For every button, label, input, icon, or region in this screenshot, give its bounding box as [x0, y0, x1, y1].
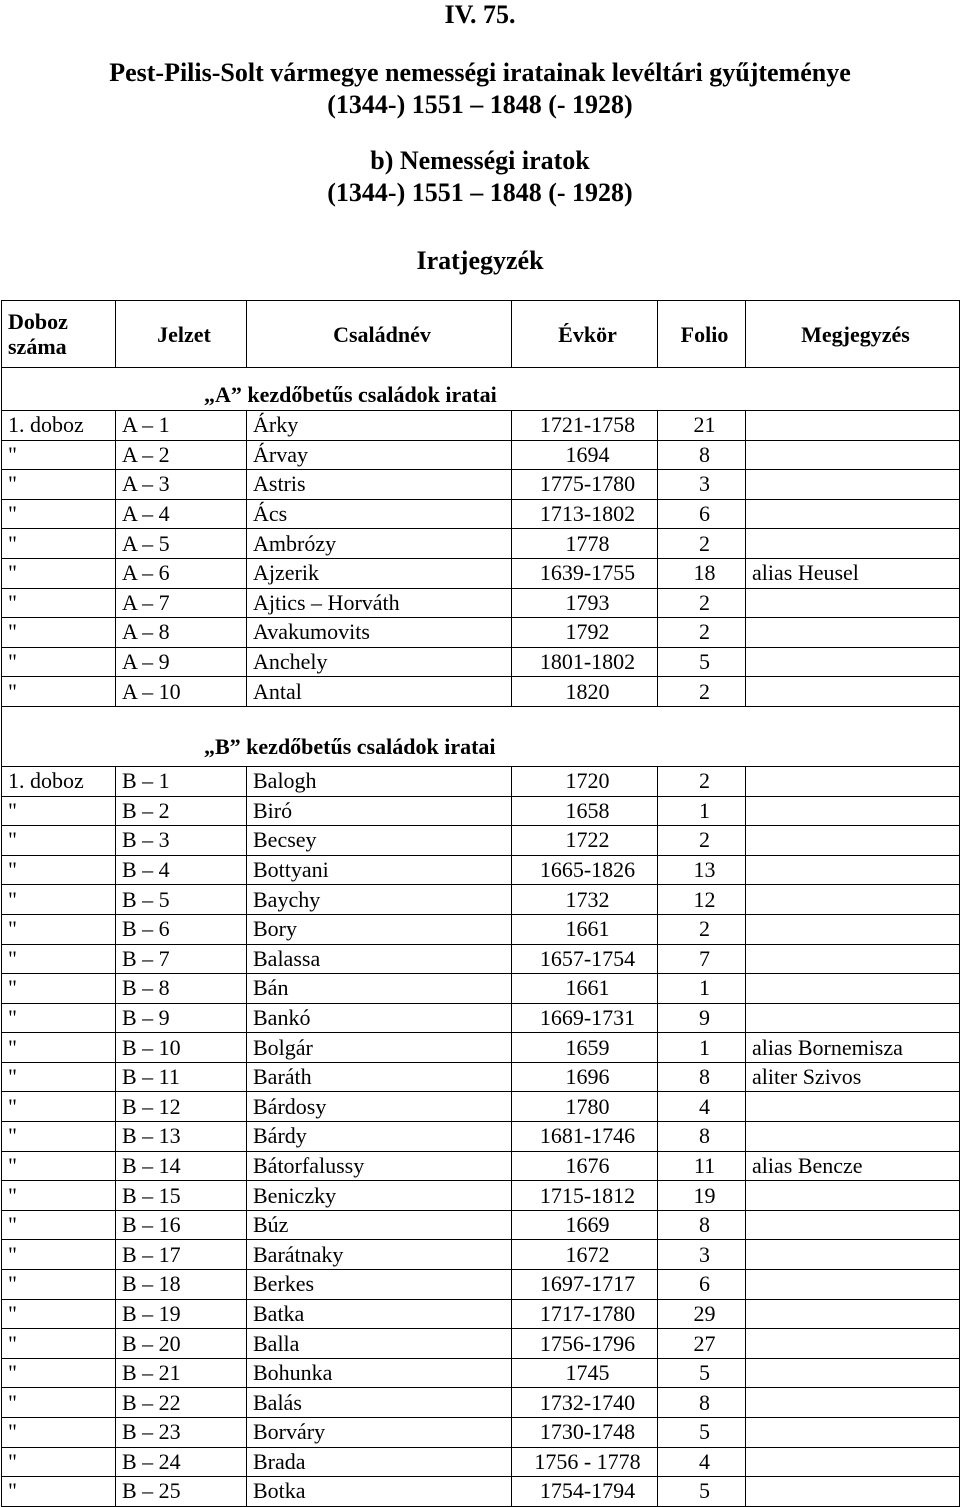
- cell-csaladnev: Bárdy: [247, 1122, 512, 1152]
- column-header-csaladnev: Családnév: [247, 301, 512, 368]
- table-row: [2, 796, 960, 826]
- cell-doboz: ": [2, 529, 116, 559]
- cell-doboz: ": [2, 618, 116, 648]
- cell-megjegyzes: [746, 885, 960, 915]
- cell-folio: 5: [658, 1358, 746, 1388]
- cell-evkor: 1792: [512, 618, 658, 648]
- table-row: [2, 1477, 960, 1507]
- cell-folio: 29: [658, 1299, 746, 1329]
- cell-evkor: 1820: [512, 677, 658, 707]
- cell-evkor: 1669-1731: [512, 1003, 658, 1033]
- cell-evkor: 1801-1802: [512, 647, 658, 677]
- cell-megjegyzes: [746, 1418, 960, 1448]
- cell-megjegyzes: [746, 618, 960, 648]
- cell-doboz: ": [2, 1447, 116, 1477]
- table-row: [2, 1240, 960, 1270]
- cell-csaladnev: Ajzerik: [247, 558, 512, 588]
- cell-megjegyzes: [746, 1388, 960, 1418]
- cell-jelzet: A – 5: [116, 529, 247, 559]
- cell-megjegyzes: [746, 1447, 960, 1477]
- cell-megjegyzes: [746, 914, 960, 944]
- cell-megjegyzes: alias Bornemisza: [746, 1033, 960, 1063]
- cell-folio: 4: [658, 1092, 746, 1122]
- cell-csaladnev: Brada: [247, 1447, 512, 1477]
- cell-folio: 21: [658, 411, 746, 441]
- cell-csaladnev: Baychy: [247, 885, 512, 915]
- document-title: Pest-Pilis-Solt vármegye nemességi iratainak levéltári gyűjteménye: [109, 58, 851, 87]
- cell-evkor: 1756-1796: [512, 1329, 658, 1359]
- table-row: [2, 411, 960, 441]
- cell-folio: 2: [658, 618, 746, 648]
- cell-folio: 8: [658, 1388, 746, 1418]
- cell-jelzet: B – 6: [116, 914, 247, 944]
- cell-doboz: ": [2, 914, 116, 944]
- cell-doboz: ": [2, 1329, 116, 1359]
- section-heading-row: [2, 706, 960, 766]
- cell-evkor: 1793: [512, 588, 658, 618]
- cell-folio: 9: [658, 1003, 746, 1033]
- cell-megjegyzes: [746, 1181, 960, 1211]
- cell-jelzet: B – 25: [116, 1477, 247, 1507]
- cell-jelzet: B – 20: [116, 1329, 247, 1359]
- subtitle-date-range: (1344-) 1551 – 1848 (- 1928): [327, 178, 633, 207]
- cell-folio: 1: [658, 796, 746, 826]
- cell-csaladnev: Antal: [247, 677, 512, 707]
- cell-jelzet: A – 9: [116, 647, 247, 677]
- cell-folio: 8: [658, 440, 746, 470]
- cell-megjegyzes: [746, 588, 960, 618]
- cell-megjegyzes: [746, 677, 960, 707]
- cell-evkor: 1745: [512, 1358, 658, 1388]
- cell-csaladnev: Balassa: [247, 944, 512, 974]
- cell-evkor: 1730-1748: [512, 1418, 658, 1448]
- cell-doboz: ": [2, 1477, 116, 1507]
- cell-folio: 2: [658, 588, 746, 618]
- cell-evkor: 1657-1754: [512, 944, 658, 974]
- cell-doboz: ": [2, 796, 116, 826]
- cell-evkor: 1717-1780: [512, 1299, 658, 1329]
- cell-evkor: 1721-1758: [512, 411, 658, 441]
- table-row: [2, 677, 960, 707]
- cell-doboz: ": [2, 499, 116, 529]
- table-row: [2, 914, 960, 944]
- table-row: [2, 1358, 960, 1388]
- cell-csaladnev: Bolgár: [247, 1033, 512, 1063]
- cell-doboz: ": [2, 1033, 116, 1063]
- cell-folio: 2: [658, 529, 746, 559]
- cell-evkor: 1722: [512, 826, 658, 856]
- table-row: [2, 1003, 960, 1033]
- cell-jelzet: B – 1: [116, 766, 247, 796]
- cell-csaladnev: Árvay: [247, 440, 512, 470]
- cell-evkor: 1775-1780: [512, 470, 658, 500]
- column-header-doboz: [2, 301, 116, 368]
- cell-folio: 1: [658, 974, 746, 1004]
- table-row: [2, 1447, 960, 1477]
- table-row: [2, 855, 960, 885]
- cell-csaladnev: Bán: [247, 974, 512, 1004]
- cell-jelzet: A – 4: [116, 499, 247, 529]
- cell-megjegyzes: [746, 1092, 960, 1122]
- table-row: [2, 1092, 960, 1122]
- cell-jelzet: B – 4: [116, 855, 247, 885]
- cell-csaladnev: Balogh: [247, 766, 512, 796]
- cell-doboz: ": [2, 1210, 116, 1240]
- cell-megjegyzes: [746, 1329, 960, 1359]
- cell-megjegyzes: [746, 855, 960, 885]
- cell-csaladnev: Ajtics – Horváth: [247, 588, 512, 618]
- cell-csaladnev: Balla: [247, 1329, 512, 1359]
- cell-evkor: 1639-1755: [512, 558, 658, 588]
- cell-csaladnev: Bohunka: [247, 1358, 512, 1388]
- table-row: [2, 944, 960, 974]
- cell-doboz: ": [2, 855, 116, 885]
- cell-evkor: 1754-1794: [512, 1477, 658, 1507]
- cell-csaladnev: Bankó: [247, 1003, 512, 1033]
- cell-jelzet: B – 11: [116, 1062, 247, 1092]
- table-row: [2, 1270, 960, 1300]
- cell-csaladnev: Biró: [247, 796, 512, 826]
- table-row: [2, 618, 960, 648]
- cell-jelzet: B – 15: [116, 1181, 247, 1211]
- cell-doboz: ": [2, 677, 116, 707]
- cell-megjegyzes: aliter Szivos: [746, 1062, 960, 1092]
- cell-evkor: 1756 - 1778: [512, 1447, 658, 1477]
- table-row: [2, 558, 960, 588]
- cell-jelzet: B – 19: [116, 1299, 247, 1329]
- cell-evkor: 1720: [512, 766, 658, 796]
- cell-jelzet: A – 10: [116, 677, 247, 707]
- cell-folio: 3: [658, 470, 746, 500]
- cell-jelzet: B – 21: [116, 1358, 247, 1388]
- table-row: [2, 529, 960, 559]
- cell-jelzet: B – 10: [116, 1033, 247, 1063]
- document-code: IV. 75.: [444, 0, 516, 29]
- cell-jelzet: B – 12: [116, 1092, 247, 1122]
- table-row: [2, 499, 960, 529]
- cell-doboz: ": [2, 1003, 116, 1033]
- table-row: [2, 1418, 960, 1448]
- cell-doboz: ": [2, 588, 116, 618]
- cell-doboz: ": [2, 885, 116, 915]
- cell-jelzet: A – 7: [116, 588, 247, 618]
- cell-jelzet: A – 6: [116, 558, 247, 588]
- cell-evkor: 1713-1802: [512, 499, 658, 529]
- cell-megjegyzes: [746, 411, 960, 441]
- cell-csaladnev: Bárdosy: [247, 1092, 512, 1122]
- cell-doboz: ": [2, 470, 116, 500]
- table-row: [2, 1388, 960, 1418]
- register-table: [1, 300, 960, 1507]
- cell-megjegyzes: [746, 1240, 960, 1270]
- cell-folio: 27: [658, 1329, 746, 1359]
- cell-jelzet: A – 3: [116, 470, 247, 500]
- cell-csaladnev: Bory: [247, 914, 512, 944]
- cell-evkor: 1696: [512, 1062, 658, 1092]
- cell-csaladnev: Botka: [247, 1477, 512, 1507]
- cell-evkor: 1694: [512, 440, 658, 470]
- table-row: [2, 1122, 960, 1152]
- cell-jelzet: B – 9: [116, 1003, 247, 1033]
- column-header-doboz-line1: Doboz: [8, 309, 68, 334]
- cell-csaladnev: Ambrózy: [247, 529, 512, 559]
- cell-folio: 7: [658, 944, 746, 974]
- cell-doboz: ": [2, 1122, 116, 1152]
- cell-doboz: ": [2, 1299, 116, 1329]
- cell-csaladnev: Árky: [247, 411, 512, 441]
- cell-evkor: 1715-1812: [512, 1181, 658, 1211]
- cell-evkor: 1697-1717: [512, 1270, 658, 1300]
- cell-jelzet: B – 16: [116, 1210, 247, 1240]
- table-row: [2, 1062, 960, 1092]
- cell-folio: 19: [658, 1181, 746, 1211]
- cell-doboz: ": [2, 1062, 116, 1092]
- cell-folio: 6: [658, 1270, 746, 1300]
- table-row: [2, 1329, 960, 1359]
- cell-megjegyzes: [746, 944, 960, 974]
- cell-jelzet: B – 3: [116, 826, 247, 856]
- cell-jelzet: A – 1: [116, 411, 247, 441]
- table-row: [2, 647, 960, 677]
- table-row: [2, 885, 960, 915]
- cell-megjegyzes: [746, 647, 960, 677]
- cell-doboz: ": [2, 1240, 116, 1270]
- cell-evkor: 1780: [512, 1092, 658, 1122]
- section-heading-row: [2, 368, 960, 411]
- table-row: [2, 1033, 960, 1063]
- cell-csaladnev: Ács: [247, 499, 512, 529]
- cell-doboz: ": [2, 440, 116, 470]
- cell-megjegyzes: [746, 499, 960, 529]
- cell-csaladnev: Bátorfalussy: [247, 1151, 512, 1181]
- cell-folio: 8: [658, 1210, 746, 1240]
- cell-jelzet: B – 22: [116, 1388, 247, 1418]
- cell-folio: 8: [658, 1122, 746, 1152]
- cell-folio: 5: [658, 1418, 746, 1448]
- cell-csaladnev: Anchely: [247, 647, 512, 677]
- cell-csaladnev: Balás: [247, 1388, 512, 1418]
- cell-evkor: 1732-1740: [512, 1388, 658, 1418]
- cell-jelzet: B – 2: [116, 796, 247, 826]
- table-row: [2, 974, 960, 1004]
- cell-megjegyzes: [746, 1003, 960, 1033]
- cell-jelzet: A – 2: [116, 440, 247, 470]
- cell-megjegyzes: [746, 440, 960, 470]
- cell-csaladnev: Bottyani: [247, 855, 512, 885]
- cell-megjegyzes: [746, 826, 960, 856]
- cell-doboz: ": [2, 826, 116, 856]
- cell-folio: 3: [658, 1240, 746, 1270]
- cell-csaladnev: Astris: [247, 470, 512, 500]
- section-heading: „A” kezdőbetűs családok iratai: [2, 368, 960, 411]
- cell-megjegyzes: alias Bencze: [746, 1151, 960, 1181]
- cell-folio: 4: [658, 1447, 746, 1477]
- cell-megjegyzes: [746, 766, 960, 796]
- subtitle: b) Nemességi iratok: [370, 146, 590, 175]
- cell-megjegyzes: [746, 974, 960, 1004]
- cell-folio: 2: [658, 826, 746, 856]
- column-header-folio: Folio: [658, 301, 746, 368]
- cell-doboz: ": [2, 1181, 116, 1211]
- section-heading: „B” kezdőbetűs családok iratai: [2, 706, 960, 766]
- cell-evkor: 1661: [512, 974, 658, 1004]
- cell-jelzet: B – 23: [116, 1418, 247, 1448]
- table-header-row: [2, 301, 960, 368]
- document-date-range: (1344-) 1551 – 1848 (- 1928): [327, 90, 633, 119]
- cell-csaladnev: Berkes: [247, 1270, 512, 1300]
- cell-folio: 11: [658, 1151, 746, 1181]
- cell-csaladnev: Becsey: [247, 826, 512, 856]
- cell-folio: 5: [658, 647, 746, 677]
- table-row: [2, 826, 960, 856]
- cell-folio: 8: [658, 1062, 746, 1092]
- table-row: [2, 766, 960, 796]
- cell-evkor: 1732: [512, 885, 658, 915]
- cell-folio: 1: [658, 1033, 746, 1063]
- cell-evkor: 1681-1746: [512, 1122, 658, 1152]
- cell-folio: 2: [658, 914, 746, 944]
- cell-csaladnev: Baráth: [247, 1062, 512, 1092]
- cell-csaladnev: Batka: [247, 1299, 512, 1329]
- cell-evkor: 1661: [512, 914, 658, 944]
- cell-folio: 5: [658, 1477, 746, 1507]
- cell-csaladnev: Barátnaky: [247, 1240, 512, 1270]
- cell-csaladnev: Borváry: [247, 1418, 512, 1448]
- table-row: [2, 440, 960, 470]
- table-row: [2, 588, 960, 618]
- cell-csaladnev: Beniczky: [247, 1181, 512, 1211]
- cell-evkor: 1778: [512, 529, 658, 559]
- cell-megjegyzes: [746, 1299, 960, 1329]
- cell-evkor: 1658: [512, 796, 658, 826]
- cell-doboz: ": [2, 944, 116, 974]
- cell-doboz: 1. doboz: [2, 411, 116, 441]
- cell-doboz: ": [2, 558, 116, 588]
- cell-doboz: 1. doboz: [2, 766, 116, 796]
- cell-megjegyzes: alias Heusel: [746, 558, 960, 588]
- table-row: [2, 470, 960, 500]
- table-row: [2, 1299, 960, 1329]
- column-header-jelzet: Jelzet: [116, 301, 247, 368]
- cell-evkor: 1665-1826: [512, 855, 658, 885]
- column-header-megjegyzes: Megjegyzés: [746, 301, 960, 368]
- cell-megjegyzes: [746, 1210, 960, 1240]
- cell-folio: 2: [658, 766, 746, 796]
- cell-evkor: 1672: [512, 1240, 658, 1270]
- cell-doboz: ": [2, 1151, 116, 1181]
- cell-jelzet: B – 17: [116, 1240, 247, 1270]
- cell-megjegyzes: [746, 529, 960, 559]
- table-row: [2, 1151, 960, 1181]
- column-header-evkor: Évkör: [512, 301, 658, 368]
- cell-folio: 6: [658, 499, 746, 529]
- cell-folio: 2: [658, 677, 746, 707]
- cell-doboz: ": [2, 1358, 116, 1388]
- cell-folio: 12: [658, 885, 746, 915]
- cell-doboz: ": [2, 1388, 116, 1418]
- cell-doboz: ": [2, 1092, 116, 1122]
- cell-doboz: ": [2, 1418, 116, 1448]
- cell-jelzet: B – 5: [116, 885, 247, 915]
- cell-csaladnev: Avakumovits: [247, 618, 512, 648]
- cell-megjegyzes: [746, 1122, 960, 1152]
- cell-folio: 18: [658, 558, 746, 588]
- table-row: [2, 1210, 960, 1240]
- cell-evkor: 1676: [512, 1151, 658, 1181]
- cell-jelzet: B – 18: [116, 1270, 247, 1300]
- cell-jelzet: B – 8: [116, 974, 247, 1004]
- cell-csaladnev: Búz: [247, 1210, 512, 1240]
- cell-doboz: ": [2, 647, 116, 677]
- table-row: [2, 1181, 960, 1211]
- cell-megjegyzes: [746, 1270, 960, 1300]
- cell-megjegyzes: [746, 1358, 960, 1388]
- cell-folio: 13: [658, 855, 746, 885]
- cell-evkor: 1659: [512, 1033, 658, 1063]
- cell-jelzet: A – 8: [116, 618, 247, 648]
- cell-megjegyzes: [746, 1477, 960, 1507]
- cell-megjegyzes: [746, 796, 960, 826]
- cell-jelzet: B – 13: [116, 1122, 247, 1152]
- cell-evkor: 1669: [512, 1210, 658, 1240]
- cell-jelzet: B – 24: [116, 1447, 247, 1477]
- cell-jelzet: B – 7: [116, 944, 247, 974]
- cell-doboz: ": [2, 1270, 116, 1300]
- cell-jelzet: B – 14: [116, 1151, 247, 1181]
- column-header-doboz-line2: száma: [8, 334, 67, 359]
- section-title: Iratjegyzék: [416, 246, 544, 275]
- cell-doboz: ": [2, 974, 116, 1004]
- cell-megjegyzes: [746, 470, 960, 500]
